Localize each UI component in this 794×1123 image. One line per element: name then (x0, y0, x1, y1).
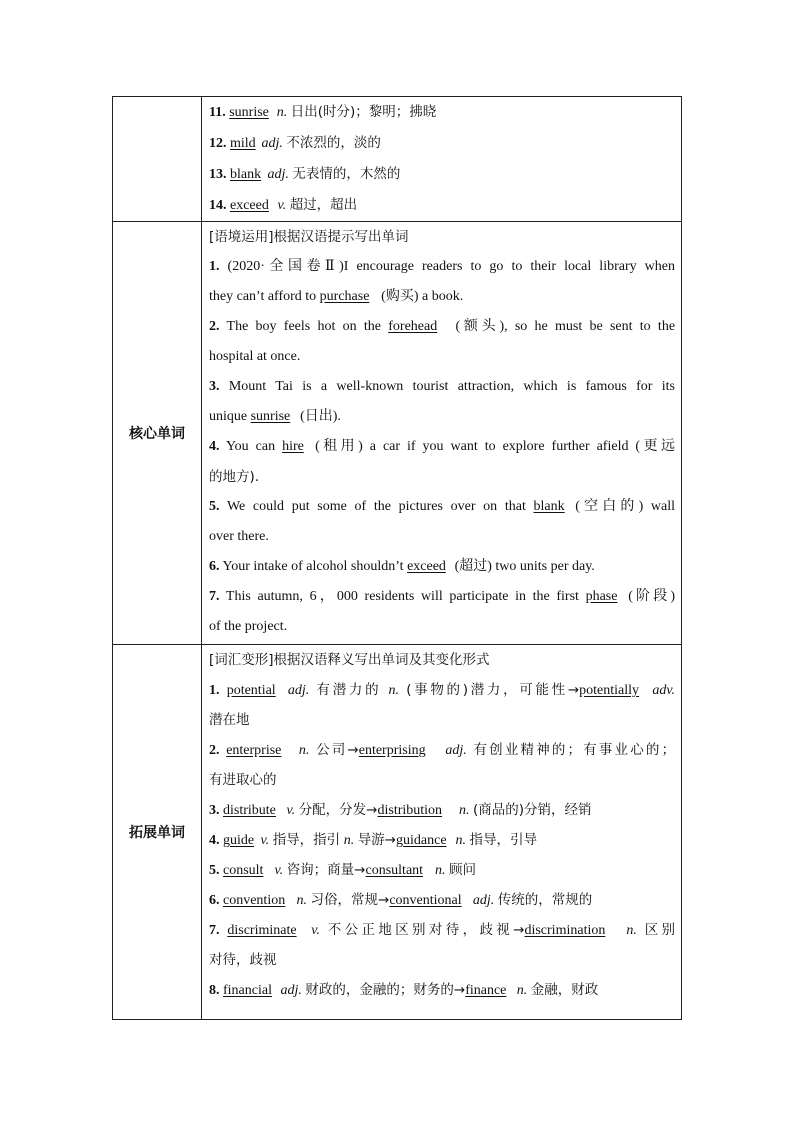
exercise-line: unique sunrise (日出). (209, 402, 675, 432)
answer-word: distribute (223, 803, 276, 818)
exercise-line: 5. We could put some of the pictures over on that blank (空白的) wall (209, 492, 675, 522)
answer-word: discriminate (227, 923, 297, 938)
row-label-core-words: 核心单词 (113, 222, 202, 645)
answer-word: distribution (377, 803, 443, 818)
exercise-line: 7. This autumn, 6，000 residents will participate in the first phase (阶段) (209, 582, 675, 612)
answer-word: forehead (388, 319, 438, 334)
list-item: 14. exceed v. 超过，超出 (209, 190, 675, 221)
exercise-line: 5. consult v. 咨询；商量→consultant n. 顾问 (209, 855, 675, 885)
answer-word: financial (223, 983, 272, 998)
answer-word: finance (465, 983, 507, 998)
answer-word: mild (230, 136, 256, 151)
answer-word: exceed (407, 559, 446, 574)
table-row (113, 222, 682, 645)
answer-word: conventional (389, 893, 462, 908)
answer-word: sunrise (250, 409, 291, 424)
exercise-line: 潜在地 (209, 712, 250, 728)
vocabulary-table (112, 96, 682, 1020)
list-item: 12. mild adj. 不浓烈的，淡的 (209, 128, 675, 159)
exercise-line: 1. potential adj. 有潜力的 n. (事物的)潜力，可能性→potentially adv. (209, 675, 675, 705)
row-label-empty (113, 97, 202, 222)
exercise-line: 4. You can hire (租用) a car if you want to explore further afield (更远 (209, 432, 675, 462)
exercise-line: 2. enterprise n. 公司→enterprising adj. 有创业精神的；有事业心的； (209, 735, 675, 765)
answer-word: potential (226, 683, 276, 698)
exercise-line: of the project. (209, 619, 288, 634)
answer-word: enterprising (358, 743, 426, 758)
context-exercise-cell (202, 222, 682, 645)
exercise-line: they can’t afford to purchase (购买) a book. (209, 282, 675, 312)
answer-word: potentially (579, 683, 640, 698)
answer-word: phase (585, 589, 618, 604)
list-item: 13. blank adj. 无表情的，木然的 (209, 159, 675, 190)
answer-word: discrimination (524, 923, 606, 938)
exercise-line: 6. Your intake of alcohol shouldn’t exceed (超过) two units per day. (209, 552, 675, 582)
exercise-line: 7. discriminate v. 不公正地区别对待，歧视→discrimination n. 区别 (209, 915, 675, 945)
word-form-cell (202, 645, 682, 1020)
exercise-line: 1. (2020·全国卷Ⅱ)I encourage readers to go to their local library when (209, 259, 675, 274)
exercise-line: over there. (209, 529, 269, 544)
answer-word: guidance (396, 833, 447, 848)
answer-word: purchase (319, 289, 370, 304)
answer-word: sunrise (229, 105, 269, 120)
exercise-line: 6. convention n. 习俗，常规→conventional adj. 传统的，常规的 (209, 885, 675, 915)
exercise-line: 4. guide v. 指导，指引 n. 导游→guidance n. 指导，引导 (209, 825, 675, 855)
exercise-line: 对待，歧视 (209, 952, 277, 968)
section-heading: [词汇变形]根据汉语释义写出单词及其变化形式 (209, 652, 490, 668)
row-label-extended-words: 拓展单词 (113, 645, 202, 1020)
answer-word: exceed (230, 198, 269, 213)
answer-word: enterprise (226, 743, 282, 758)
section-heading: [语境运用]根据汉语提示写出单词 (209, 229, 409, 245)
word-list-cell (202, 97, 682, 222)
exercise-line: 有进取心的 (209, 772, 277, 788)
answer-word: blank (533, 499, 565, 514)
exercise-line: hospital at once. (209, 349, 301, 364)
exercise-line: 的地方). (209, 469, 260, 485)
answer-word: guide (223, 833, 255, 848)
answer-word: consultant (365, 863, 424, 878)
exercise-line: 8. financial adj. 财政的，金融的；财务的→finance n. 金融，财政 (209, 975, 675, 1005)
exercise-line: 2. The boy feels hot on the forehead (额头), so he must be sent to the (209, 312, 675, 342)
answer-word: convention (223, 893, 286, 908)
table-row (113, 97, 682, 222)
list-item: 11. sunrise n. 日出(时分)；黎明；拂晓 (209, 97, 675, 128)
exercise-line: 3. distribute v. 分配，分发→distribution n. (商品的)分销，经销 (209, 795, 675, 825)
answer-word: blank (230, 167, 262, 182)
exercise-line: 3. Mount Tai is a well-known tourist attraction, which is famous for its (209, 379, 676, 394)
answer-word: consult (223, 863, 264, 878)
table-row (113, 645, 682, 1020)
answer-word: hire (282, 439, 304, 454)
